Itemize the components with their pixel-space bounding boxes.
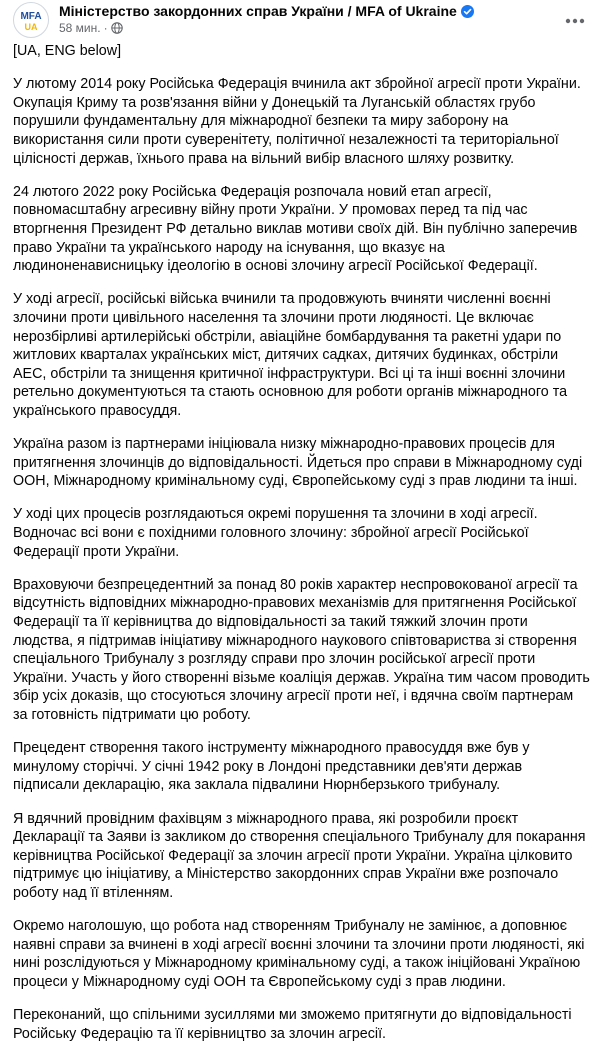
post-paragraph: 24 лютого 2022 року Російська Федерація розпочала новий етап агресії, повномасштабну агресивну війну проти України. У промовах перед та під час вторгнення Президент РФ детально виклав мотиви своїх дій. Він публічно заперечив право України та українського народу на існування, що вказує на людиноненависницьку ідеологію в основі злочину агресії Російської Федерації. [13, 183, 578, 275]
post-text [13, 42, 591, 1058]
post-paragraph: Переконаний, що спільними зусиллями ми зможемо притягнути до відповідальності Російську Федерацію та її керівництво за злочин агресії. [13, 1007, 572, 1042]
post-timestamp[interactable]: 58 мин. [59, 21, 101, 35]
meta-separator: · [103, 21, 108, 35]
mfa-logo-icon [14, 3, 48, 37]
post-paragraph: У лютому 2014 року Російська Федерація вчинила акт збройної агресії проти України. Окупація Криму та розв'язання війни у Донецькій та Луганській областях грубо порушили фундаментальну для міжнародної безпеки та миру заборону на використання сили проти суверенітету, політичної незалежності та територіальної цілісності держав, їхнього права на вільний вибір власного шляху розвитку. [13, 76, 581, 167]
more-options-button[interactable] [557, 2, 593, 38]
post-paragraph: Я вдячний провідним фахівцям з міжнародного права, які розробили проєкт Декларації та Заяви із закликом до створення спеціального Трибуналу для покарання керівництва Російської Федерації за злочин агресії проти України. Україна цілковито підтримує цю ініціативу, а Міністерство закордонних справ України вже розпочало роботу над її втіленням. [13, 810, 586, 901]
svg-text:UA: UA [24, 22, 38, 32]
post-paragraph: Прецедент створення такого інструменту міжнародного правосуддя вже був у минулому сторіччі. У січні 1942 року в Лондоні представники дев'яти держав підписали декларацію, яка заклала підвалини Нюрнберзького трибуналу. [13, 740, 530, 794]
post-header [13, 2, 593, 38]
globe-icon[interactable] [111, 22, 123, 38]
avatar[interactable] [13, 2, 49, 38]
svg-text:MFA: MFA [20, 11, 42, 22]
verified-badge-icon [461, 4, 474, 22]
post-paragraph: [UA, ENG below] [13, 43, 122, 59]
post-paragraph: У ході цих процесів розглядаються окремі порушення та злочини в ході агресії. Водночас всі вони є похідними головного злочину: збройної агресії Російської Федерації проти України. [13, 506, 538, 560]
post-paragraph: Україна разом із партнерами ініціювала низку міжнародно-правових процесів для притягнення злочинців до відповідальності. Йдеться про справи в Міжнародному суді ООН, Міжнародному кримінальному суді, Європейському суді з прав людини та інші. [13, 436, 583, 490]
post-paragraph: У ході агресії, російські війська вчинили та продовжують вчиняти численні воєнні злочини проти цивільного населення та злочини проти людяності. Це включає нерозбірливі артилерійські обстріли, авіаційне бомбардування та ракетні удари по житлових кварталах українських міст, дитячих садках, дитячих будинках, обстріли АЕС, обстріли та знищення критичної інфраструктури. Всі ці та інші воєнні злочини ретельно документуються та стають основною для роботи органів міжнародного та українського правосуддя. [13, 291, 568, 419]
author-name-text: Міністерство закордонних справ України / MFA of Ukraine [59, 3, 457, 19]
post-paragraph: Окремо наголошую, що робота над створенням Трибуналу не замінює, а доповнює наявні справи за вчинені в ході агресії воєнні злочини та злочини проти людяності, які нині розслідуються у Міжнародному кримінальному суді, а також ініційовані Україною процеси у Міжнародному суді ООН та Європейському суді з прав людини. [13, 918, 585, 990]
post-paragraph: Враховуючи безпрецедентний за понад 80 років характер неспровокованої агресії та відсутність відповідних міжнародно-правових механізмів для притягнення Російської Федерації та її керівництва до відповідальності за такий тяжкий злочин проти людства, я підтримав ініціативу міжнародного наукового співтовариства зі створення спеціального Трибуналу з розгляду справи про злочин російської агресії проти України. Участь у його створенні візьме коаліція держав. Україна тим часом проводить збір усіх доказів, що стосуються злочину агресії проти неї, і вдячна своїм партнерам за готовність підтримати цю роботу. [13, 576, 590, 723]
page-author-name[interactable] [59, 2, 474, 22]
post-meta [59, 20, 123, 38]
more-horizontal-icon [565, 11, 585, 29]
